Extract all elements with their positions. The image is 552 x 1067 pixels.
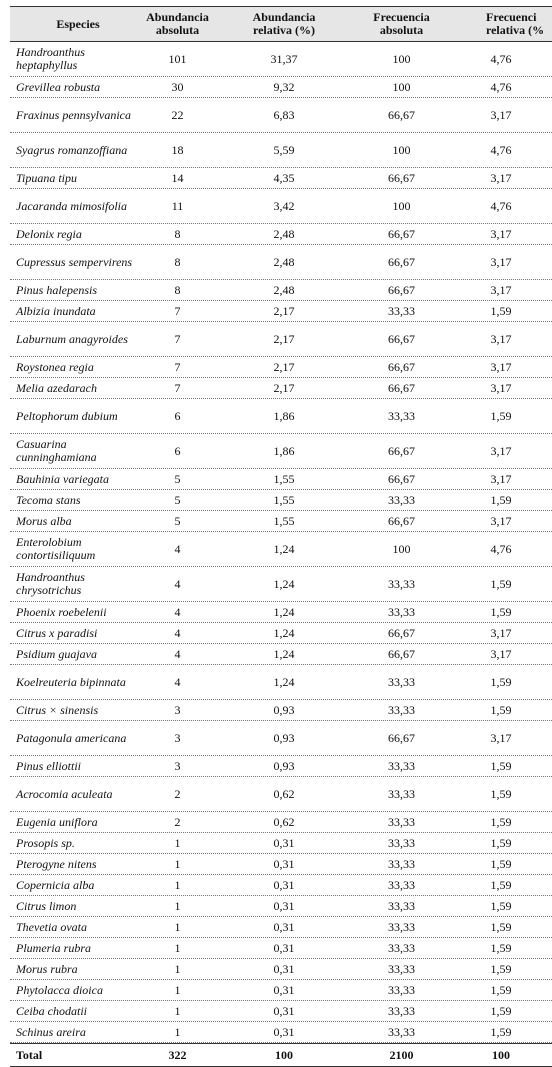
species-cell: Patagonula americana	[16, 730, 127, 745]
freq-abs-cell: 33,33	[388, 576, 415, 591]
abund-abs-cell: 7	[174, 359, 181, 374]
species-cell: Fraxinus pennsylvanica	[16, 107, 131, 122]
total-fr-rel: 100	[492, 1047, 510, 1062]
freq-rel-cell: 1,59	[490, 919, 512, 934]
table-row	[10, 623, 552, 644]
freq-abs-cell: 33,33	[388, 961, 415, 976]
freq-abs-cell: 66,67	[388, 380, 415, 395]
abund-abs-cell: 5	[174, 513, 181, 528]
abund-rel-cell: 1,55	[273, 492, 295, 507]
table-row	[10, 854, 552, 875]
freq-rel-cell: 3,17	[490, 331, 512, 346]
table-row	[10, 1001, 552, 1022]
total-ab-abs: 322	[168, 1047, 187, 1062]
freq-abs-cell: 33,33	[388, 877, 415, 892]
abund-rel-cell: 0,31	[273, 919, 295, 934]
abund-abs-cell: 4	[174, 604, 181, 619]
freq-rel-cell: 4,76	[490, 51, 512, 66]
abund-rel-cell: 0,62	[273, 786, 295, 801]
abund-rel-cell: 1,24	[273, 625, 295, 640]
freq-rel-cell: 1,59	[490, 814, 512, 829]
abund-abs-cell: 4	[174, 646, 181, 661]
abund-abs-cell: 1	[174, 898, 181, 913]
species-cell: Phytolacca dioica	[16, 982, 103, 997]
abund-abs-cell: 1	[174, 982, 181, 997]
table-row	[10, 77, 552, 98]
species-cell: Koelreuteria bipinnata	[16, 674, 126, 689]
freq-rel-cell: 1,59	[490, 492, 512, 507]
freq-abs-cell: 100	[392, 51, 411, 66]
abund-rel-cell: 1,55	[273, 513, 295, 528]
species-cell: Phoenix roebelenii	[16, 604, 107, 619]
freq-abs-cell: 66,67	[388, 226, 415, 241]
table-row	[10, 602, 552, 623]
species-cell: Citrus limon	[16, 898, 77, 913]
freq-abs-cell: 66,67	[388, 730, 415, 745]
total-label: Total	[16, 1047, 43, 1062]
freq-abs-cell: 100	[392, 79, 411, 94]
species-cell: Casuarina cunninghamiana	[16, 437, 97, 464]
species-cell: Morus alba	[16, 513, 72, 528]
freq-rel-cell: 4,76	[490, 142, 512, 157]
abund-abs-cell: 4	[174, 674, 181, 689]
abund-abs-cell: 1	[174, 1003, 181, 1018]
table-body	[10, 42, 552, 1043]
freq-rel-cell: 3,17	[490, 170, 512, 185]
table-row	[10, 1022, 552, 1043]
freq-rel-cell: 4,76	[490, 198, 512, 213]
freq-rel-cell: 1,59	[490, 856, 512, 871]
species-cell: Plumeria rubra	[16, 940, 91, 955]
table-row	[10, 42, 552, 77]
freq-abs-cell: 33,33	[388, 1024, 415, 1039]
abund-abs-cell: 8	[174, 282, 181, 297]
species-cell: Acrocomia aculeata	[16, 786, 113, 801]
freq-abs-cell: 33,33	[388, 919, 415, 934]
freq-rel-cell: 1,59	[490, 835, 512, 850]
freq-abs-cell: 33,33	[388, 758, 415, 773]
freq-abs-cell: 33,33	[388, 492, 415, 507]
freq-rel-cell: 3,17	[490, 380, 512, 395]
freq-abs-cell: 33,33	[388, 702, 415, 717]
table-row	[10, 280, 552, 301]
freq-rel-cell: 4,76	[490, 79, 512, 94]
abund-abs-cell: 30	[171, 79, 184, 94]
header-species: Especies	[56, 16, 100, 31]
species-cell: Psidium guajava	[16, 646, 97, 661]
abund-abs-cell: 7	[174, 303, 181, 318]
freq-abs-cell: 33,33	[388, 856, 415, 871]
species-cell: Grevillea robusta	[16, 79, 101, 94]
freq-abs-cell: 66,67	[388, 513, 415, 528]
abund-rel-cell: 2,48	[273, 226, 295, 241]
abund-rel-cell: 31,37	[270, 51, 298, 66]
total-fr-abs: 2100	[389, 1047, 414, 1062]
abund-rel-cell: 0,31	[273, 835, 295, 850]
table-row	[10, 378, 552, 399]
species-cell: Pinus halepensis	[16, 282, 97, 297]
freq-abs-cell: 33,33	[388, 898, 415, 913]
freq-rel-cell: 3,17	[490, 513, 512, 528]
table-row	[10, 700, 552, 721]
freq-abs-cell: 66,67	[388, 331, 415, 346]
freq-abs-cell: 66,67	[388, 107, 415, 122]
table-header	[10, 6, 552, 42]
species-cell: Citrus x paradisi	[16, 625, 98, 640]
species-cell: Copernicia alba	[16, 877, 95, 892]
species-cell: Peltophorum dubium	[16, 408, 118, 423]
freq-abs-cell: 33,33	[388, 1003, 415, 1018]
species-cell: Jacaranda mimosifolia	[16, 198, 127, 213]
freq-rel-cell: 1,59	[490, 702, 512, 717]
species-cell: Cupressus sempervirens	[16, 254, 133, 269]
freq-abs-cell: 66,67	[388, 170, 415, 185]
freq-abs-cell: 33,33	[388, 982, 415, 997]
species-cell: Roystonea regia	[16, 359, 94, 374]
abund-abs-cell: 8	[174, 226, 181, 241]
table-row	[10, 189, 552, 224]
table-row	[10, 511, 552, 532]
freq-abs-cell: 33,33	[388, 814, 415, 829]
table-row	[10, 875, 552, 896]
species-cell: Schinus areira	[16, 1024, 86, 1039]
freq-abs-cell: 66,67	[388, 471, 415, 486]
table-row	[10, 959, 552, 980]
abund-rel-cell: 2,17	[273, 331, 295, 346]
species-cell: Laburnum anagyroides	[16, 331, 128, 346]
species-cell: Handroanthus heptaphyllus	[16, 45, 85, 72]
freq-rel-cell: 1,59	[490, 877, 512, 892]
freq-rel-cell: 3,17	[490, 443, 512, 458]
freq-abs-cell: 66,67	[388, 254, 415, 269]
abund-abs-cell: 5	[174, 492, 181, 507]
freq-rel-cell: 1,59	[490, 786, 512, 801]
abund-abs-cell: 1	[174, 961, 181, 976]
abund-rel-cell: 1,86	[273, 408, 295, 423]
freq-abs-cell: 100	[392, 198, 411, 213]
abund-abs-cell: 1	[174, 856, 181, 871]
freq-abs-cell: 33,33	[388, 835, 415, 850]
species-cell: Citrus × sinensis	[16, 702, 99, 717]
species-cell: Handroanthus chrysotrichus	[16, 570, 85, 597]
freq-rel-cell: 1,59	[490, 408, 512, 423]
table-row	[10, 938, 552, 959]
table-row	[10, 665, 552, 700]
abund-abs-cell: 3	[174, 702, 181, 717]
abund-rel-cell: 1,55	[273, 471, 295, 486]
abund-rel-cell: 0,31	[273, 877, 295, 892]
table-row	[10, 896, 552, 917]
abund-rel-cell: 1,24	[273, 674, 295, 689]
table-row	[10, 357, 552, 378]
header-freq-abs: Frecuencia absoluta	[373, 10, 430, 37]
species-cell: Bauhinia variegata	[16, 471, 109, 486]
abund-abs-cell: 4	[174, 541, 181, 556]
abund-rel-cell: 9,32	[273, 79, 295, 94]
freq-rel-cell: 1,59	[490, 898, 512, 913]
header-abund-rel: Abundancia relativa (%)	[252, 10, 316, 37]
freq-rel-cell: 3,17	[490, 254, 512, 269]
abund-abs-cell: 11	[171, 198, 184, 213]
freq-abs-cell: 66,67	[388, 625, 415, 640]
abund-rel-cell: 0,93	[273, 702, 295, 717]
abund-rel-cell: 0,31	[273, 940, 295, 955]
table-row	[10, 224, 552, 245]
table-row	[10, 756, 552, 777]
abund-rel-cell: 2,17	[273, 359, 295, 374]
species-cell: Eugenia uniflora	[16, 814, 98, 829]
freq-rel-cell: 3,17	[490, 471, 512, 486]
abund-rel-cell: 4,35	[273, 170, 295, 185]
abund-abs-cell: 1	[174, 835, 181, 850]
header-freq-rel: Frecuenci relativa (%	[486, 10, 545, 37]
freq-rel-cell: 3,17	[490, 282, 512, 297]
abund-rel-cell: 0,31	[273, 856, 295, 871]
freq-abs-cell: 33,33	[388, 786, 415, 801]
abund-abs-cell: 6	[174, 443, 181, 458]
abund-abs-cell: 7	[174, 331, 181, 346]
abund-rel-cell: 0,31	[273, 1003, 295, 1018]
freq-rel-cell: 4,76	[490, 541, 512, 556]
abund-abs-cell: 2	[174, 814, 181, 829]
abund-rel-cell: 2,17	[273, 380, 295, 395]
freq-rel-cell: 1,59	[490, 576, 512, 591]
abund-abs-cell: 101	[168, 51, 187, 66]
table-row	[10, 721, 552, 756]
abund-rel-cell: 0,31	[273, 961, 295, 976]
table-row	[10, 98, 552, 133]
freq-rel-cell: 3,17	[490, 625, 512, 640]
species-cell: Syagrus romanzoffiana	[16, 142, 128, 157]
species-cell: Prosopis sp.	[16, 835, 75, 850]
species-cell: Ceiba chodatii	[16, 1003, 87, 1018]
freq-rel-cell: 1,59	[490, 982, 512, 997]
abund-abs-cell: 22	[171, 107, 184, 122]
table-row	[10, 777, 552, 812]
abund-abs-cell: 1	[174, 1024, 181, 1039]
freq-abs-cell: 33,33	[388, 940, 415, 955]
freq-abs-cell: 100	[392, 541, 411, 556]
abund-rel-cell: 0,62	[273, 814, 295, 829]
abund-abs-cell: 3	[174, 730, 181, 745]
species-cell: Delonix regia	[16, 226, 82, 241]
abund-rel-cell: 1,24	[273, 541, 295, 556]
table-row	[10, 168, 552, 189]
abund-abs-cell: 8	[174, 254, 181, 269]
freq-abs-cell: 33,33	[388, 674, 415, 689]
freq-rel-cell: 3,17	[490, 226, 512, 241]
abund-rel-cell: 3,42	[273, 198, 295, 213]
freq-abs-cell: 33,33	[388, 604, 415, 619]
abund-rel-cell: 6,83	[273, 107, 295, 122]
freq-abs-cell: 66,67	[388, 646, 415, 661]
species-table	[10, 6, 552, 1067]
table-row	[10, 399, 552, 434]
abund-abs-cell: 1	[174, 940, 181, 955]
freq-abs-cell: 66,67	[388, 282, 415, 297]
freq-rel-cell: 1,59	[490, 604, 512, 619]
abund-rel-cell: 1,86	[273, 443, 295, 458]
abund-rel-cell: 1,24	[273, 646, 295, 661]
table-row	[10, 917, 552, 938]
freq-rel-cell: 1,59	[490, 1003, 512, 1018]
abund-abs-cell: 6	[174, 408, 181, 423]
table-row	[10, 644, 552, 665]
table-row	[10, 245, 552, 280]
abund-abs-cell: 14	[171, 170, 184, 185]
abund-rel-cell: 5,59	[273, 142, 295, 157]
freq-rel-cell: 3,17	[490, 646, 512, 661]
freq-abs-cell: 33,33	[388, 303, 415, 318]
freq-abs-cell: 33,33	[388, 408, 415, 423]
total-ab-rel: 100	[275, 1047, 293, 1062]
freq-rel-cell: 3,17	[490, 107, 512, 122]
abund-rel-cell: 1,24	[273, 604, 295, 619]
abund-abs-cell: 7	[174, 380, 181, 395]
abund-abs-cell: 3	[174, 758, 181, 773]
table-row	[10, 469, 552, 490]
table-row	[10, 567, 552, 602]
abund-abs-cell: 2	[174, 786, 181, 801]
freq-abs-cell: 66,67	[388, 443, 415, 458]
abund-abs-cell: 1	[174, 919, 181, 934]
table-row	[10, 301, 552, 322]
abund-rel-cell: 0,31	[273, 898, 295, 913]
table-row	[10, 434, 552, 469]
abund-rel-cell: 0,31	[273, 982, 295, 997]
abund-rel-cell: 2,17	[273, 303, 295, 318]
species-cell: Thevetia ovata	[16, 919, 87, 934]
freq-abs-cell: 100	[392, 142, 411, 157]
freq-rel-cell: 3,17	[490, 359, 512, 374]
freq-rel-cell: 1,59	[490, 674, 512, 689]
table-row	[10, 833, 552, 854]
freq-rel-cell: 1,59	[490, 940, 512, 955]
species-cell: Tipuana tipu	[16, 170, 78, 185]
table-row	[10, 532, 552, 567]
abund-rel-cell: 0,93	[273, 758, 295, 773]
table-row	[10, 490, 552, 511]
abund-abs-cell: 4	[174, 625, 181, 640]
species-cell: Tecoma stans	[16, 492, 81, 507]
abund-rel-cell: 1,24	[273, 576, 295, 591]
total-row	[10, 1043, 552, 1067]
abund-abs-cell: 1	[174, 877, 181, 892]
freq-rel-cell: 1,59	[490, 1024, 512, 1039]
table-row	[10, 812, 552, 833]
species-cell: Pinus elliottii	[16, 758, 81, 773]
freq-rel-cell: 1,59	[490, 961, 512, 976]
species-cell: Albizia inundata	[16, 303, 96, 318]
freq-rel-cell: 3,17	[490, 730, 512, 745]
header-abund-abs: Abundancia absoluta	[146, 10, 209, 37]
abund-rel-cell: 0,93	[273, 730, 295, 745]
freq-rel-cell: 1,59	[490, 758, 512, 773]
freq-rel-cell: 1,59	[490, 303, 512, 318]
abund-abs-cell: 18	[171, 142, 184, 157]
species-cell: Pterogyne nitens	[16, 856, 97, 871]
abund-rel-cell: 2,48	[273, 282, 295, 297]
species-cell: Enterolobium contortisiliquum	[16, 535, 96, 562]
abund-abs-cell: 4	[174, 576, 181, 591]
species-cell: Morus rubra	[16, 961, 78, 976]
abund-rel-cell: 2,48	[273, 254, 295, 269]
species-cell: Melia azedarach	[16, 380, 97, 395]
abund-rel-cell: 0,31	[273, 1024, 295, 1039]
table-row	[10, 980, 552, 1001]
freq-abs-cell: 66,67	[388, 359, 415, 374]
table-row	[10, 322, 552, 357]
abund-abs-cell: 5	[174, 471, 181, 486]
table-row	[10, 133, 552, 168]
